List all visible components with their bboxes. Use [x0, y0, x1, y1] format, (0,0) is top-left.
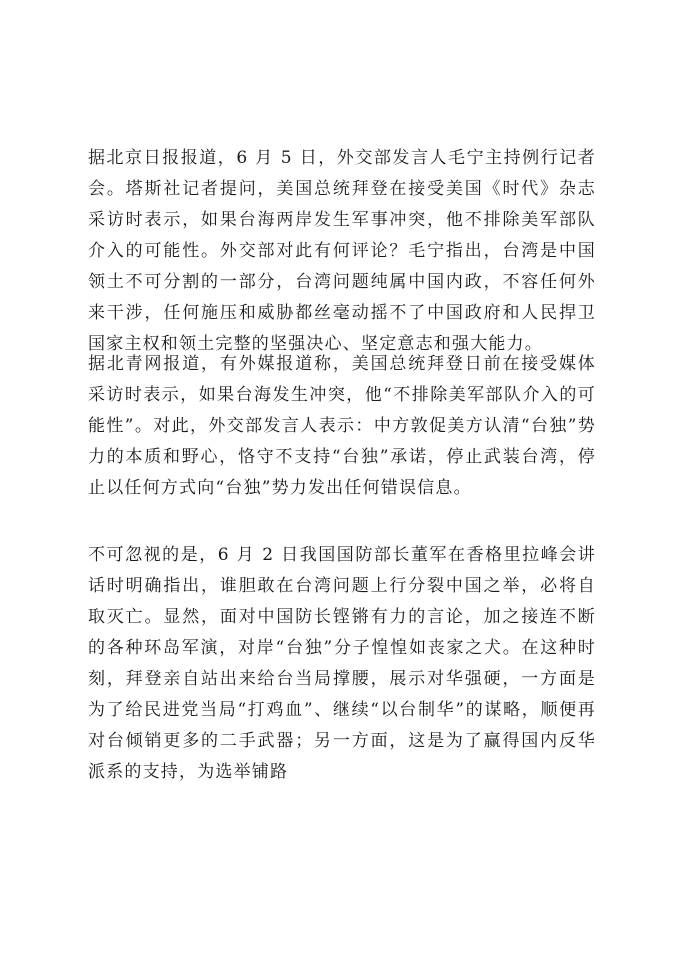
paragraph-beiqing-net: 据北青网报道，有外媒报道称，美国总统拜登日前在接受媒体采访时表示，如果台海发生冲突，他“不排除美军部队介入的可能性”。对此，外交部发言人表示：中方敦促美方认清“台独”势力的本质和野心，恪守不支持“台独”承诺，停止武装台湾，停止以任何方式向“台独”势力发出任何错误信息。	[88, 354, 596, 498]
paragraph-beijing-daily: 据北京日报报道，6 月 5 日，外交部发言人毛宁主持例行记者会。塔斯社记者提问，美国总统拜登在接受美国《时代》杂志采访时表示，如果台海两岸发生军事冲突，他不排除美军部队介入的可能性。外交部对此有何评论？毛宁指出，台湾是中国领土不可分割的一部分，台湾问题纯属中国内政，不容任何外来干涉，任何施压和威胁都丝毫动摇不了中国政府和人民捍卫国家主权和领土完整的坚强决心、坚定意志和强大能力。	[88, 148, 596, 354]
paragraph-commentary: 不可忽视的是，6 月 2 日我国国防部长董军在香格里拉峰会讲话时明确指出，谁胆敢在台湾问题上行分裂中国之举，必将自取灭亡。显然，面对中国防长铿锵有力的言论，加之接连不断的各种环岛军演，对岸“台独”分子惶惶如丧家之犬。在这种时刻，拜登亲自站出来给台当局撑腰，展示对华强硬，一方面是为了给民进党当局“打鸡血”、继续“以台制华”的谋略，顺便再对台倾销更多的二手武器；另一方面，这是为了赢得国内反华派系的支持，为选举铺路	[88, 545, 596, 782]
